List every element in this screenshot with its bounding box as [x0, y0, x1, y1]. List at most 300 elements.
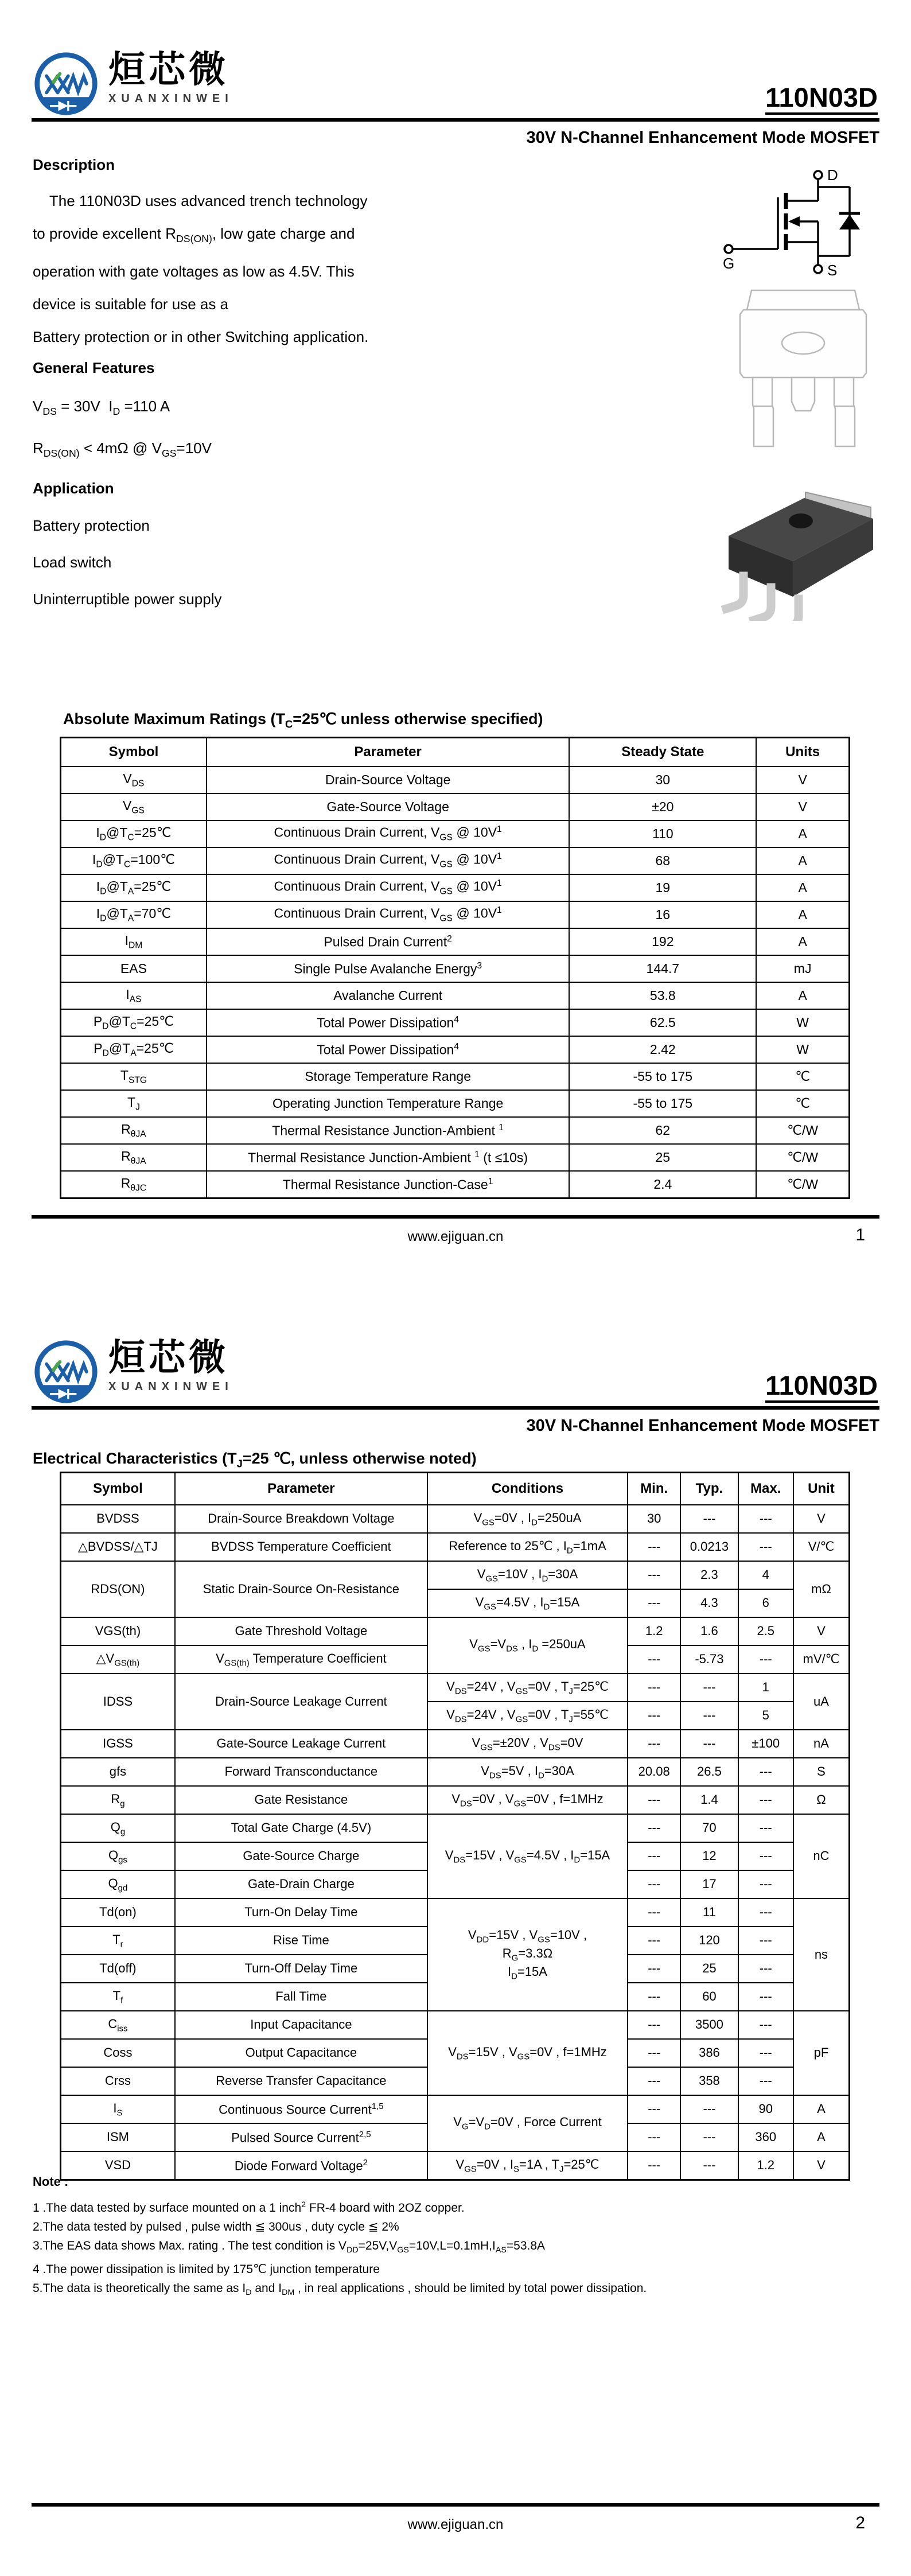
table-cell: $V_{DS}=5V$ , $I_D=30A$: [427, 1758, 628, 1786]
table-cell: Total Power Dissipation$^4$: [207, 1036, 570, 1063]
description-line: device is suitable for use as a: [33, 295, 229, 313]
table-row: [61, 1505, 850, 1533]
table-cell: BVDSS Temperature Coefficient: [175, 1533, 427, 1561]
table-cell: 25: [680, 1955, 738, 1983]
table-cell: △BVDSS/△TJ: [61, 1533, 175, 1561]
table-cell: ---: [680, 2095, 738, 2123]
brand-logo-icon: [33, 50, 99, 117]
table-cell: 30: [628, 1505, 680, 1533]
table-cell: $\triangle V_{GS(th)}$: [61, 1645, 175, 1674]
table-cell: Rise Time: [175, 1927, 427, 1955]
table-cell: ---: [680, 2123, 738, 2151]
table-row: [61, 874, 850, 901]
table-cell: 360: [738, 2123, 793, 2151]
table-cell: Pulsed Source Current$^{2,5}$: [175, 2123, 427, 2151]
table-cell: $T_r$: [61, 1927, 175, 1955]
table-cell: ---: [628, 2039, 680, 2067]
table-cell: 110: [569, 820, 756, 847]
table-cell: $T_f$: [61, 1983, 175, 2011]
table-cell: pF: [793, 2011, 850, 2095]
table-cell: $P_D@T_A=25℃$: [61, 1036, 207, 1063]
note-list: [33, 2196, 859, 2302]
table-cell: ---: [738, 1758, 793, 1786]
table-row: [61, 1117, 850, 1144]
table-cell: Input Capacitance: [175, 2011, 427, 2039]
table-cell: V/℃: [793, 1533, 850, 1561]
table-cell: 2.4: [569, 1171, 756, 1198]
table-cell: Reverse Transfer Capacitance: [175, 2067, 427, 2095]
table-cell: Crss: [61, 2067, 175, 2095]
table-cell: 386: [680, 2039, 738, 2067]
table-cell: ---: [628, 1842, 680, 1870]
description-line: to provide excellent $R_{DS(ON)}$, low gate charge and: [33, 225, 355, 245]
table-cell: ---: [628, 1730, 680, 1758]
table-cell: 16: [569, 901, 756, 928]
table-cell: ---: [738, 1814, 793, 1842]
table-cell: Forward Transconductance: [175, 1758, 427, 1786]
table-cell: $V_G=V_D=0V$ , Force Current: [427, 2095, 628, 2151]
table-cell: ---: [738, 1786, 793, 1814]
table-cell: Operating Junction Temperature Range: [207, 1090, 570, 1117]
column-header: Symbol: [61, 738, 207, 767]
table-cell: $V_{DD}=15V$ , $V_{GS}=10V$ , $R_G=3.3\Omega$ $I_D=15A$: [427, 1898, 628, 2011]
table-cell: Single Pulse Avalanche Energy$^3$: [207, 955, 570, 982]
table-cell: 53.8: [569, 982, 756, 1009]
table-cell: $V_{DS}=0V$ , $V_{GS}=0V$ , f=1MHz: [427, 1786, 628, 1814]
table-cell: $V_{DS}=24V$ , $V_{GS}=0V$ , $T_J=25℃$: [427, 1674, 628, 1702]
note-heading: Note :: [33, 2174, 69, 2189]
table-cell: $R_{\theta JA}$: [61, 1144, 207, 1171]
table-cell: ---: [680, 1730, 738, 1758]
page-subtitle: 30V N-Channel Enhancement Mode MOSFET: [526, 1417, 879, 1435]
table-cell: IGSS: [61, 1730, 175, 1758]
table-cell: ±20: [569, 793, 756, 820]
table-cell: ---: [628, 1589, 680, 1617]
table-cell: Ω: [793, 1786, 850, 1814]
table-cell: ---: [738, 1955, 793, 1983]
table-cell: Thermal Resistance Junction-Ambient $^1$ (t ≤10s): [207, 1144, 570, 1171]
table-cell: 4.3: [680, 1589, 738, 1617]
table-cell: ---: [738, 2011, 793, 2039]
table-cell: $I_D@T_C=25℃$: [61, 820, 207, 847]
brand-text: [108, 1338, 233, 1394]
note-line: 5.The data is theoretically the same as $I_D$ and $I_{DM}$ , in real applications , should be limited by total power dissipation.: [33, 2282, 647, 2298]
table-cell: Gate-Source Leakage Current: [175, 1730, 427, 1758]
header-row: [61, 1473, 850, 1505]
table-cell: ℃/W: [756, 1117, 849, 1144]
table-cell: Drain-Source Voltage: [207, 766, 570, 793]
abs-max-table: [60, 737, 850, 1199]
part-number: 110N03D: [765, 84, 878, 115]
table-cell: ---: [738, 2039, 793, 2067]
table-cell: 6: [738, 1589, 793, 1617]
gate-terminal-label: G: [723, 255, 735, 272]
table-cell: 2.5: [738, 1617, 793, 1645]
table-cell: Drain-Source Breakdown Voltage: [175, 1505, 427, 1533]
table-cell: $R_{\theta JA}$: [61, 1117, 207, 1144]
table-cell: Thermal Resistance Junction-Case$^1$: [207, 1171, 570, 1198]
table-cell: ---: [628, 2095, 680, 2123]
table-cell: $V_{GS}=4.5V$ , $I_D=15A$: [427, 1589, 628, 1617]
table-cell: Continuous Drain Current, $V_{GS}$ @ $10V^1$: [207, 820, 570, 847]
description-heading: Description: [33, 156, 115, 173]
header-rule: [32, 1406, 879, 1410]
brand-logo: [33, 1338, 233, 1405]
footer-site: www.ejiguan.cn: [407, 1229, 504, 1244]
package-photo-figure: [718, 483, 882, 621]
table-row: [61, 1036, 850, 1063]
feature-line: $R_{DS(ON)} < 4m\Omega$ @ $V_{GS}=10V$: [33, 439, 212, 460]
table-row: [61, 793, 850, 820]
footer-page-number: 2: [855, 2513, 865, 2532]
column-header: Symbol: [61, 1473, 175, 1505]
table-cell: ---: [738, 1842, 793, 1870]
header-rule: [32, 118, 879, 122]
column-header: Typ.: [680, 1473, 738, 1505]
table-cell: 2.3: [680, 1561, 738, 1589]
table-cell: ---: [680, 2151, 738, 2180]
table-cell: $V_{GS}=0V$ , $I_D=250uA$: [427, 1505, 628, 1533]
table-row: [61, 2151, 850, 2180]
table-cell: ---: [628, 1645, 680, 1674]
description-text: [33, 185, 469, 353]
page-2: [0, 1288, 911, 2576]
table-row: [61, 1730, 850, 1758]
table-cell: ---: [738, 1927, 793, 1955]
table-cell: 17: [680, 1870, 738, 1898]
table-cell: ---: [738, 1870, 793, 1898]
table-cell: mV/℃: [793, 1645, 850, 1674]
table-cell: $R_g$: [61, 1786, 175, 1814]
description-line: Battery protection or in other Switching application.: [33, 328, 369, 346]
column-header: Parameter: [175, 1473, 427, 1505]
table-cell: A: [756, 847, 849, 874]
table-cell: 2.42: [569, 1036, 756, 1063]
source-terminal-label: S: [827, 262, 838, 279]
table-cell: $I_D@T_A=25℃$: [61, 874, 207, 901]
table-cell: VSD: [61, 2151, 175, 2180]
description-line: operation with gate voltages as low as 4.5V. This: [33, 263, 355, 281]
table-cell: 60: [680, 1983, 738, 2011]
table-cell: 4: [738, 1561, 793, 1589]
table-cell: ---: [680, 1505, 738, 1533]
table-cell: ---: [628, 1702, 680, 1730]
table-row: [61, 766, 850, 793]
table-cell: A: [793, 2095, 850, 2123]
table-cell: A: [756, 820, 849, 847]
table-cell: V: [756, 766, 849, 793]
column-header: Units: [756, 738, 849, 767]
table-cell: ISM: [61, 2123, 175, 2151]
table-cell: $T_J$: [61, 1090, 207, 1117]
table-cell: ---: [738, 1505, 793, 1533]
table-row: [61, 1063, 850, 1090]
description-line: The 110N03D uses advanced trench technology: [33, 192, 368, 209]
table-cell: $I_S$: [61, 2095, 175, 2123]
table-cell: Continuous Source Current$^{1,5}$: [175, 2095, 427, 2123]
table-cell: -55 to 175: [569, 1063, 756, 1090]
column-header: Steady State: [569, 738, 756, 767]
table-cell: $V_{GS}=0V$ , $I_S=1A$ , $T_J=25℃$: [427, 2151, 628, 2180]
column-header: Max.: [738, 1473, 793, 1505]
table-cell: Avalanche Current: [207, 982, 570, 1009]
table-cell: Continuous Drain Current, $V_{GS}$ @ $10V^1$: [207, 901, 570, 928]
table-cell: 192: [569, 928, 756, 955]
table-cell: Gate Resistance: [175, 1786, 427, 1814]
table-cell: Td(on): [61, 1898, 175, 1927]
table-cell: 120: [680, 1927, 738, 1955]
table-cell: Fall Time: [175, 1983, 427, 2011]
table-cell: Storage Temperature Range: [207, 1063, 570, 1090]
table-cell: EAS: [61, 955, 207, 982]
table-cell: ---: [628, 1870, 680, 1898]
page-subtitle: 30V N-Channel Enhancement Mode MOSFET: [526, 129, 879, 147]
table-cell: ---: [628, 1814, 680, 1842]
table-row: [61, 1009, 850, 1036]
table-row: [61, 1674, 850, 1702]
table-cell: ---: [628, 2067, 680, 2095]
table-row: [61, 2011, 850, 2039]
table-cell: ---: [628, 1983, 680, 2011]
table-cell: $V_{GS}=10V$ , $I_D=30A$: [427, 1561, 628, 1589]
table-row: [61, 1617, 850, 1645]
table-cell: ---: [628, 1786, 680, 1814]
elec-characteristics-table: [60, 1472, 850, 2181]
footer-rule: [32, 1215, 879, 1219]
table-cell: A: [793, 2123, 850, 2151]
table-row: [61, 1758, 850, 1786]
table-cell: mJ: [756, 955, 849, 982]
table-cell: mΩ: [793, 1561, 850, 1617]
table-cell: 90: [738, 2095, 793, 2123]
table-cell: $I_D@T_C=100℃$: [61, 847, 207, 874]
table-cell: Gate-Source Charge: [175, 1842, 427, 1870]
table-cell: Drain-Source Leakage Current: [175, 1674, 427, 1730]
note-line: 1 .The data tested by surface mounted on a 1 inch$^2$ FR-4 board with 2OZ copper.: [33, 2200, 465, 2215]
table-cell: Continuous Drain Current, $V_{GS}$ @ $10V^1$: [207, 874, 570, 901]
table-cell: Static Drain-Source On-Resistance: [175, 1561, 427, 1617]
feature-line: $V_{DS} = 30V$ $I_D =110$ A: [33, 398, 170, 418]
table-cell: gfs: [61, 1758, 175, 1786]
table-cell: $T_{STG}$: [61, 1063, 207, 1090]
header-row: [61, 738, 850, 767]
table-cell: ---: [738, 1983, 793, 2011]
application-item: Uninterruptible power supply: [33, 590, 222, 608]
table-cell: 144.7: [569, 955, 756, 982]
table-cell: 1.6: [680, 1617, 738, 1645]
table-cell: V: [793, 1505, 850, 1533]
table-cell: Coss: [61, 2039, 175, 2067]
features-heading: General Features: [33, 359, 155, 376]
table-cell: ---: [628, 1955, 680, 1983]
table-cell: $I_{DM}$: [61, 928, 207, 955]
table-cell: A: [756, 982, 849, 1009]
table-cell: uA: [793, 1674, 850, 1730]
mosfet-symbol-figure: [721, 164, 875, 285]
table-cell: $C_{iss}$: [61, 2011, 175, 2039]
application-heading: Application: [33, 480, 114, 497]
table-cell: $I_D@T_A=70℃$: [61, 901, 207, 928]
table-cell: $P_D@T_C=25℃$: [61, 1009, 207, 1036]
application-list: [33, 507, 222, 617]
table-cell: 70: [680, 1814, 738, 1842]
table-cell: $V_{DS}=15V$ , $V_{GS}=0V$ , f=1MHz: [427, 2011, 628, 2095]
table-cell: 0.0213: [680, 1533, 738, 1561]
note-line: 4 .The power dissipation is limited by 175℃ junction temperature: [33, 2263, 380, 2277]
brand-name-cn: 烜芯微: [108, 49, 229, 90]
table-cell: Output Capacitance: [175, 2039, 427, 2067]
table-cell: ℃/W: [756, 1171, 849, 1198]
table-cell: $Q_{gd}$: [61, 1870, 175, 1898]
table-cell: A: [756, 901, 849, 928]
table-cell: 30: [569, 766, 756, 793]
table-cell: ---: [628, 2011, 680, 2039]
table-cell: Td(off): [61, 1955, 175, 1983]
table-cell: Diode Forward Voltage$^2$: [175, 2151, 427, 2180]
table-cell: ---: [738, 2067, 793, 2095]
table-cell: 5: [738, 1702, 793, 1730]
table-cell: ns: [793, 1898, 850, 2011]
table-row: [61, 1786, 850, 1814]
brand-name-cn: 烜芯微: [108, 1337, 229, 1378]
table-row: [61, 1898, 850, 1927]
table-cell: 20.08: [628, 1758, 680, 1786]
table-cell: nA: [793, 1730, 850, 1758]
table-cell: Gate-Source Voltage: [207, 793, 570, 820]
table-cell: 1.4: [680, 1786, 738, 1814]
table-cell: Turn-On Delay Time: [175, 1898, 427, 1927]
table-row: [61, 1144, 850, 1171]
brand-logo-icon: [33, 1338, 99, 1405]
table-cell: 11: [680, 1898, 738, 1927]
table-cell: ---: [738, 1533, 793, 1561]
table-row: [61, 1171, 850, 1198]
application-item: Battery protection: [33, 517, 150, 534]
table-cell: ℃: [756, 1063, 849, 1090]
table-cell: 62.5: [569, 1009, 756, 1036]
table-cell: 3500: [680, 2011, 738, 2039]
table-cell: Pulsed Drain Current$^2$: [207, 928, 570, 955]
brand-text: [108, 50, 233, 106]
table-cell: ---: [738, 1898, 793, 1927]
table-cell: $V_{GS}=\pm 20V$ , $V_{DS}=0V$: [427, 1730, 628, 1758]
drain-terminal-label: D: [827, 166, 838, 184]
elec-characteristics-title: Electrical Characteristics ($T_J=25$ ℃, unless otherwise noted): [33, 1450, 477, 1470]
table-cell: ---: [628, 2123, 680, 2151]
table-cell: Total Gate Charge (4.5V): [175, 1814, 427, 1842]
table-cell: Thermal Resistance Junction-Ambient $^1$: [207, 1117, 570, 1144]
table-cell: Reference to 25℃ , $I_D=1mA$: [427, 1533, 628, 1561]
table-cell: ---: [628, 1561, 680, 1589]
table-row: [61, 2095, 850, 2123]
table-cell: V: [756, 793, 849, 820]
table-row: [61, 955, 850, 982]
table-cell: nC: [793, 1814, 850, 1898]
table-cell: $V_{DS}=24V$ , $V_{GS}=0V$ , $T_J=55℃$: [427, 1702, 628, 1730]
table-cell: ---: [628, 2151, 680, 2180]
table-cell: $Q_g$: [61, 1814, 175, 1842]
footer-rule: [32, 2503, 879, 2507]
table-cell: 1.2: [738, 2151, 793, 2180]
table-cell: $I_{AS}$: [61, 982, 207, 1009]
table-cell: 68: [569, 847, 756, 874]
table-cell: A: [756, 874, 849, 901]
table-cell: Gate-Drain Charge: [175, 1870, 427, 1898]
features-text: [33, 388, 212, 472]
table-row: [61, 847, 850, 874]
table-cell: ---: [738, 1645, 793, 1674]
table-cell: ---: [680, 1674, 738, 1702]
table-cell: V: [793, 1617, 850, 1645]
column-header: Unit: [793, 1473, 850, 1505]
brand-logo: [33, 50, 233, 117]
application-item: Load switch: [33, 554, 112, 571]
brand-name-en: XUANXINWEI: [108, 1380, 233, 1394]
table-cell: ---: [628, 1927, 680, 1955]
table-cell: ℃: [756, 1090, 849, 1117]
table-cell: ---: [628, 1674, 680, 1702]
table-cell: 19: [569, 874, 756, 901]
table-row: [61, 901, 850, 928]
table-cell: ---: [628, 1898, 680, 1927]
table-cell: RDS(ON): [61, 1561, 175, 1617]
table-row: [61, 1561, 850, 1589]
table-row: [61, 928, 850, 955]
table-cell: W: [756, 1036, 849, 1063]
table-cell: 1: [738, 1674, 793, 1702]
table-cell: Turn-Off Delay Time: [175, 1955, 427, 1983]
table-cell: 1.2: [628, 1617, 680, 1645]
table-cell: 26.5: [680, 1758, 738, 1786]
table-cell: S: [793, 1758, 850, 1786]
table-cell: $V_{DS}=15V$ , $V_{GS}=4.5V$ , $I_D=15A$: [427, 1814, 628, 1898]
table-row: [61, 820, 850, 847]
table-cell: IDSS: [61, 1674, 175, 1730]
column-header: Min.: [628, 1473, 680, 1505]
table-cell: -55 to 175: [569, 1090, 756, 1117]
brand-name-en: XUANXINWEI: [108, 92, 233, 106]
table-cell: $V_{DS}$: [61, 766, 207, 793]
table-cell: Gate Threshold Voltage: [175, 1617, 427, 1645]
table-cell: $Q_{gs}$: [61, 1842, 175, 1870]
table-cell: 25: [569, 1144, 756, 1171]
package-outline-figure: [723, 286, 883, 461]
table-cell: 62: [569, 1117, 756, 1144]
table-cell: W: [756, 1009, 849, 1036]
table-cell: Continuous Drain Current, $V_{GS}$ @ $10V^1$: [207, 847, 570, 874]
part-number: 110N03D: [765, 1372, 878, 1403]
table-cell: A: [756, 928, 849, 955]
table-cell: $V_{GS}=V_{DS}$ , $I_D =250uA$: [427, 1617, 628, 1674]
abs-max-title: Absolute Maximum Ratings ($T_C=25℃$ unless otherwise specified): [63, 710, 543, 730]
table-cell: 12: [680, 1842, 738, 1870]
table-row: [61, 1090, 850, 1117]
column-header: Conditions: [427, 1473, 628, 1505]
table-cell: $R_{\theta JC}$: [61, 1171, 207, 1198]
footer-site: www.ejiguan.cn: [407, 2517, 504, 2532]
table-cell: ℃/W: [756, 1144, 849, 1171]
table-cell: 358: [680, 2067, 738, 2095]
table-cell: $V_{GS}$: [61, 793, 207, 820]
table-cell: -5.73: [680, 1645, 738, 1674]
table-row: [61, 1533, 850, 1561]
table-cell: Total Power Dissipation$^4$: [207, 1009, 570, 1036]
table-cell: BVDSS: [61, 1505, 175, 1533]
column-header: Parameter: [207, 738, 570, 767]
table-cell: $V_{GS(th)}$ Temperature Coefficient: [175, 1645, 427, 1674]
table-row: [61, 982, 850, 1009]
footer-page-number: 1: [855, 1225, 865, 1244]
